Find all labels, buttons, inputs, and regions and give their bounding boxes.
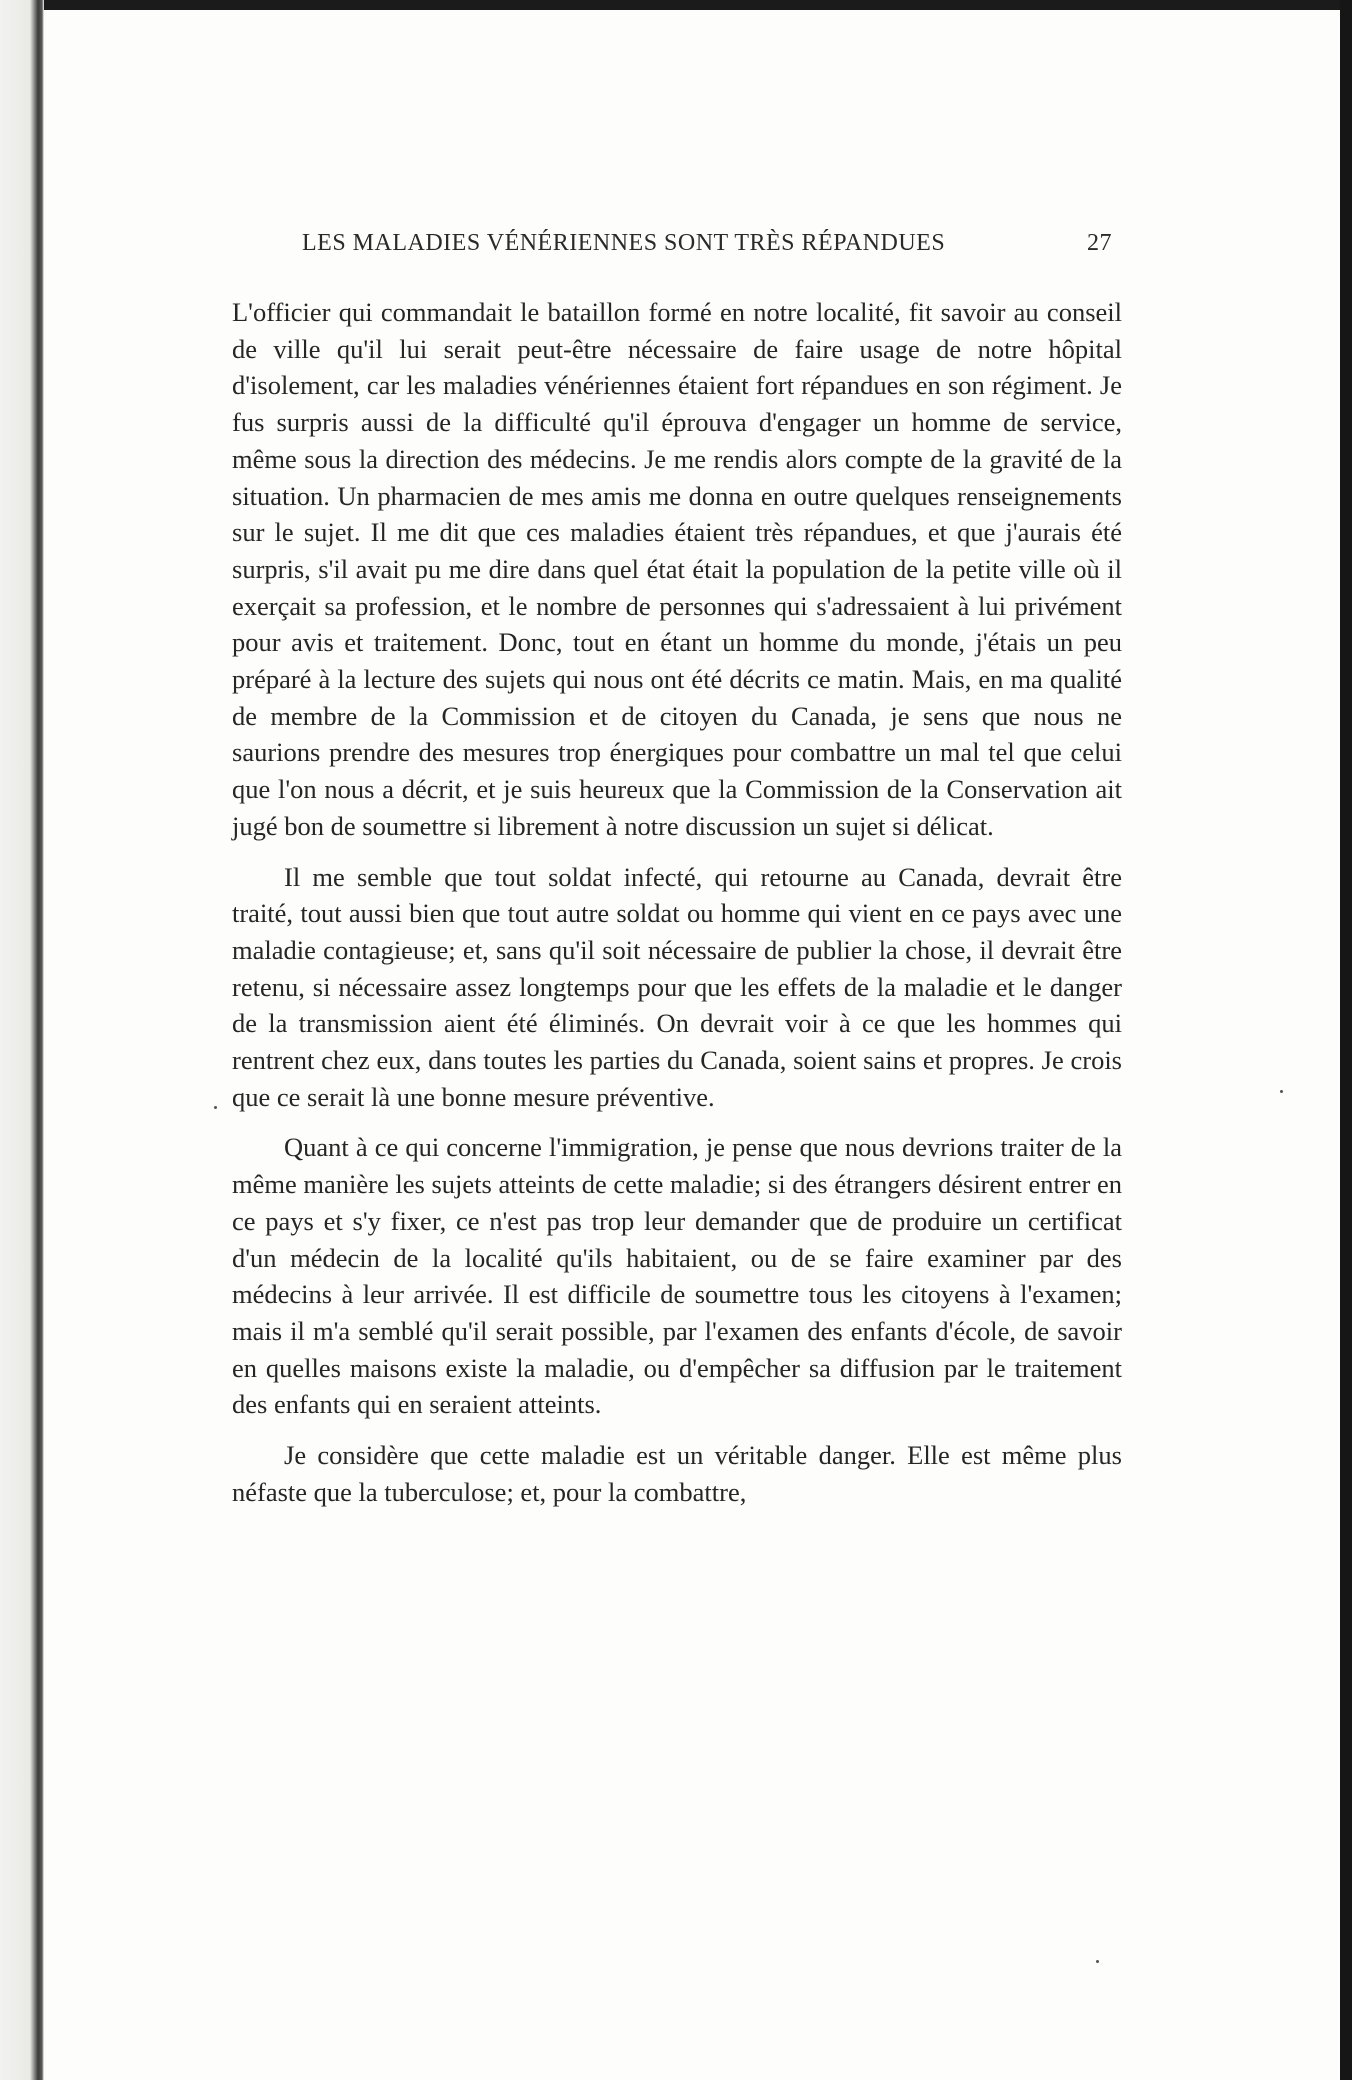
scan-speck — [1096, 1960, 1099, 1963]
paragraph-3: Quant à ce qui concerne l'immigration, je pense que nous devrions traiter de la même manière les sujets atteints de cette maladie; si des étrangers désirent entrer en ce pays et s'y fixer, ce n'est pas trop leur demander que de produire un certificat d'un médecin de la localité qu'ils habitaient, ou de se faire examiner par des médecins à leur arrivée. Il est difficile de soumettre tous les citoyens à l'examen; mais il m'a semblé qu'il serait possible, par l'examen des enfants d'école, de savoir en quelles maisons existe la maladie, ou d'empêcher sa diffusion par le traitement des enfants qui en seraient atteints. — [232, 1132, 1122, 1420]
running-header — [302, 230, 1122, 264]
page-number: 27 — [1087, 230, 1112, 256]
book-spine-edge — [0, 0, 44, 2080]
paragraph-4: Je considère que cette maladie est un véritable danger. Elle est même plus néfaste que la tuberculose; et, pour la combattre, — [232, 1440, 1122, 1507]
scan-speck — [1280, 1090, 1283, 1093]
scan-speck — [214, 1106, 217, 1109]
body-text — [232, 294, 1122, 1525]
paragraph-1: L'officier qui commandait le bataillon formé en notre localité, fit savoir au conseil de ville qu'il lui serait peut-être nécessaire de faire usage de notre hôpital d'isolement, car les maladies vénériennes étaient fort répandues en son régiment. Je fus surpris aussi de la difficulté qu'il éprouva d'engager un homme de service, même sous la direction des médecins. Je me rendis alors compte de la gravité de la situation. Un pharmacien de mes amis me donna en outre quelques renseignements sur le sujet. Il me dit que ces maladies étaient très répandues, et que j'aurais été surpris, s'il avait pu me dire dans quel état était la population de la petite ville où il exerçait sa profession, et le nombre de personnes qui s'adressaient à lui privément pour avis et traitement. Donc, tout en étant un homme du monde, j'étais un peu préparé à la lecture des sujets qui nous ont été décrits ce matin. Mais, en ma qualité de membre de la Commission et de citoyen du Canada, je sens que nous ne saurions prendre des mesures trop énergiques pour combattre un mal tel que celui que l'on nous a décrit, et je suis heureux que la Commission de la Conservation ait jugé bon de soumettre si librement à notre discussion un sujet si délicat. — [232, 297, 1122, 841]
paragraph-2: Il me semble que tout soldat infecté, qui retourne au Canada, devrait être traité, tout aussi bien que tout autre soldat ou homme qui vient en ce pays avec une maladie contagieuse; et, sans qu'il soit nécessaire de publier la chose, il devrait être retenu, si nécessaire assez longtemps pour que les effets de la maladie et le danger de la transmission aient été éliminés. On devrait voir à ce que les hommes qui rentrent chez eux, dans toutes les parties du Canada, soient sains et propres. Je crois que ce serait là une bonne mesure préventive. — [232, 861, 1122, 1112]
scan-right-border — [1340, 0, 1352, 2080]
scan-top-border — [0, 0, 1352, 10]
running-title: LES MALADIES VÉNÉRIENNES SONT TRÈS RÉPANDUES — [302, 230, 946, 256]
